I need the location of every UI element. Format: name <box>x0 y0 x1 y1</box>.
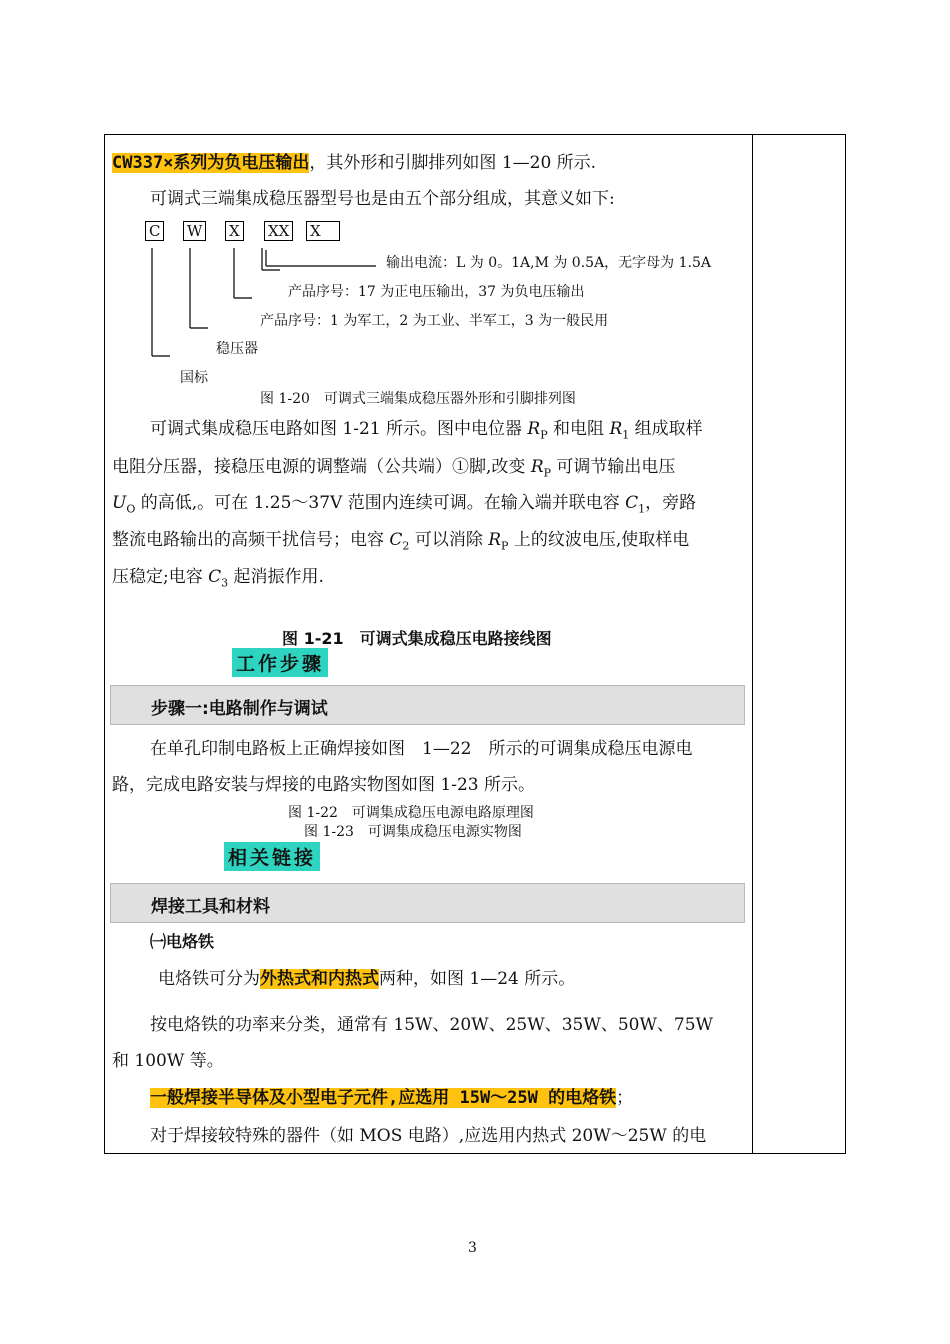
sym-c: C <box>625 493 639 513</box>
p5-text: 两种，如图 1—24 所示。 <box>379 969 576 989</box>
p3-text: 压稳定;电容 <box>112 567 209 587</box>
tree-product-seq-1: 产品序号：17 为正电压输出，37 为负电压输出 <box>288 284 585 300</box>
step1-title: 步骤一:电路制作与调试 <box>151 699 328 719</box>
sym-c: C <box>208 567 222 587</box>
highlight-types: 外热式和内热式 <box>260 969 379 989</box>
p3-text: 可以消除 <box>409 530 489 550</box>
page-number: 3 <box>468 1240 477 1256</box>
caption-fig-1-21: 图 1-21 可调式集成稳压电路接线图 <box>282 629 552 648</box>
model-box-w: W <box>183 221 206 241</box>
model-box-x1: X <box>225 221 244 241</box>
p3-text: 起消振作用. <box>228 567 324 587</box>
caption-fig-1-23: 图 1-23 可调集成稳压电源实物图 <box>304 824 522 840</box>
sub-2: 2 <box>402 539 410 553</box>
para1-rest: ，其外形和引脚排列如图 1—20 所示. <box>309 153 597 173</box>
para4-line2: 路，完成电路安装与焊接的电路实物图如图 1-23 所示。 <box>112 775 535 795</box>
para5 <box>158 964 575 989</box>
p3-text: 可调式集成稳压电路如图 1-21 所示。图中电位器 <box>150 419 528 439</box>
tag-work-steps: 工作步骤 <box>232 648 328 677</box>
p5-text: 电烙铁可分为 <box>158 969 260 989</box>
p3-text: 上的纹波电压,使取样电 <box>508 530 690 550</box>
step1-band <box>110 685 745 725</box>
sub-p: P <box>543 466 552 480</box>
tag-related-links: 相关链接 <box>224 842 320 871</box>
highlight-recommendation: 一般焊接半导体及小型电子元件,应选用 15W～25W 的电烙铁 <box>150 1088 617 1108</box>
para6-line1: 按电烙铁的功率来分类，通常有 15W、20W、25W、35W、50W、75W <box>150 1015 714 1035</box>
para3-line3 <box>112 488 696 515</box>
p3-text: 和电阻 <box>547 419 610 439</box>
tree-national-standard: 国标 <box>180 370 208 386</box>
sub-3: 3 <box>221 576 229 590</box>
para3-line1 <box>150 414 703 441</box>
tree-product-seq-2: 产品序号：1 为军工，2 为工业、半军工，3 为一般民用 <box>260 313 609 329</box>
sub-o: O <box>126 502 136 516</box>
para3-line5 <box>112 562 324 589</box>
sym-r: R <box>530 457 544 477</box>
sym-r: R <box>488 530 502 550</box>
sub-p: P <box>540 428 548 442</box>
p3-text: 可调节输出电压 <box>551 457 676 477</box>
model-box-xx: XX <box>264 221 293 241</box>
p3-text: 电阻分压器，接稳压电源的调整端（公共端）①脚,改变 <box>112 457 531 477</box>
sub-1: 1 <box>638 502 646 516</box>
sub-1: 1 <box>622 428 630 442</box>
para3-line2 <box>112 452 675 479</box>
p7-end: ； <box>616 1088 634 1108</box>
para-cw337 <box>112 148 596 173</box>
caption-fig-1-20: 图 1-20 可调式三端集成稳压器外形和引脚排列图 <box>260 391 576 407</box>
p3-text: 整流电路输出的高频干扰信号；电容 <box>112 530 390 550</box>
sym-r: R <box>527 419 541 439</box>
tools-band <box>110 883 745 923</box>
p3-text: 组成取样 <box>629 419 703 439</box>
highlight-cw337: CW337×系列为负电压输出 <box>112 153 310 173</box>
para8: 对于焊接较特殊的器件（如 MOS 电路）,应选用内热式 20W～25W 的电 <box>150 1126 707 1146</box>
caption-fig-1-22: 图 1-22 可调集成稳压电源电路原理图 <box>288 805 534 821</box>
para6-line2: 和 100W 等。 <box>112 1051 224 1071</box>
para-model-intro: 可调式三端集成稳压器型号也是由五个部分组成，其意义如下: <box>150 189 615 209</box>
model-box-c: C <box>145 221 164 241</box>
sym-u: U <box>112 493 127 513</box>
tree-regulator: 稳压器 <box>216 341 258 357</box>
sym-c: C <box>389 530 403 550</box>
sym-r: R <box>609 419 623 439</box>
subheading-soldering-iron: ㈠电烙铁 <box>150 932 215 951</box>
para4-line1: 在单孔印制电路板上正确焊接如图 1—22 所示的可调集成稳压电源电 <box>150 739 693 759</box>
p3-text: 的高低,。可在 1.25～37V 范围内连续可调。在输入端并联电容 <box>135 493 626 513</box>
para7 <box>150 1083 633 1108</box>
p3-text: ，旁路 <box>645 493 697 513</box>
para3-line4 <box>112 525 689 552</box>
tree-output-current: 输出电流：L 为 0。1A,M 为 0.5A，无字母为 1.5A <box>386 255 712 271</box>
model-box-x2: X <box>306 221 340 241</box>
tools-title: 焊接工具和材料 <box>151 897 270 917</box>
sub-p: P <box>501 539 509 553</box>
column-divider <box>752 135 753 1153</box>
